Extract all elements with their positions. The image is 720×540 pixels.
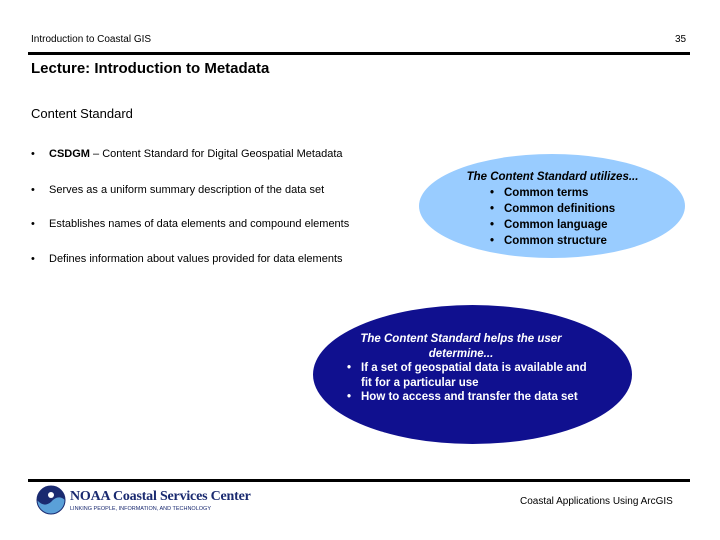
callout-item (347, 390, 587, 405)
callout-heading: The Content Standard utilizes... (466, 171, 639, 183)
bullet-item (31, 184, 324, 196)
bullet-text: Defines information about values provided for data elements (49, 253, 343, 265)
footer-divider (28, 479, 690, 482)
bullet-item (31, 218, 349, 230)
section-subtitle: Content Standard (31, 106, 133, 121)
bullet-marker: • (347, 391, 352, 403)
noaa-logo-name: NOAA Coastal Services Center (70, 489, 251, 504)
callout-heading: The Content Standard helps the user determine... (360, 333, 562, 360)
callout-item-text: Common terms (504, 187, 589, 199)
bullet-text: Establishes names of data elements and compound elements (49, 218, 350, 230)
noaa-logo-tagline: LINKING PEOPLE, INFORMATION, AND TECHNOLOGY (70, 506, 211, 512)
bullet-marker: • (347, 362, 352, 374)
bullet-marker: • (31, 253, 35, 265)
callout-item (490, 217, 655, 233)
course-header: Introduction to Coastal GIS (31, 34, 152, 45)
bullet-item (31, 253, 343, 265)
bullet-text: Serves as a uniform summary description of the data set (49, 184, 325, 196)
callout-item-text: If a set of geospatial data is available and fit for a particular use (361, 362, 587, 389)
bullet-bold: CSDGM (49, 148, 90, 160)
slide-title: Lecture: Introduction to Metadata (31, 60, 270, 77)
header-divider (28, 52, 690, 55)
bullet-marker: • (490, 219, 495, 231)
bullet-marker: • (31, 148, 35, 160)
bullet-marker: • (490, 235, 495, 247)
callout-item-text: Common structure (504, 235, 607, 247)
footer-course-title: Coastal Applications Using ArcGIS (520, 496, 673, 507)
bullet-dash: – (89, 148, 103, 160)
callout-item (490, 185, 655, 201)
bullet-csdgm (31, 148, 343, 160)
page-number: 35 (675, 34, 687, 45)
bullet-marker: • (490, 187, 495, 199)
bullet-marker: • (490, 203, 495, 215)
bullet-marker: • (31, 218, 35, 230)
callout-item (347, 361, 587, 390)
noaa-logo-icon (36, 485, 66, 515)
callout-item-text: Common language (504, 219, 608, 231)
utilizes-callout-text (450, 169, 655, 249)
bullet-marker: • (31, 184, 35, 196)
callout-item (490, 233, 655, 249)
bullet-text: Content Standard for Digital Geospatial Metadata (102, 148, 343, 160)
helps-callout-text (347, 332, 587, 405)
callout-item-text: How to access and transfer the data set (361, 391, 578, 403)
callout-item (490, 201, 655, 217)
callout-item-text: Common definitions (504, 203, 616, 215)
